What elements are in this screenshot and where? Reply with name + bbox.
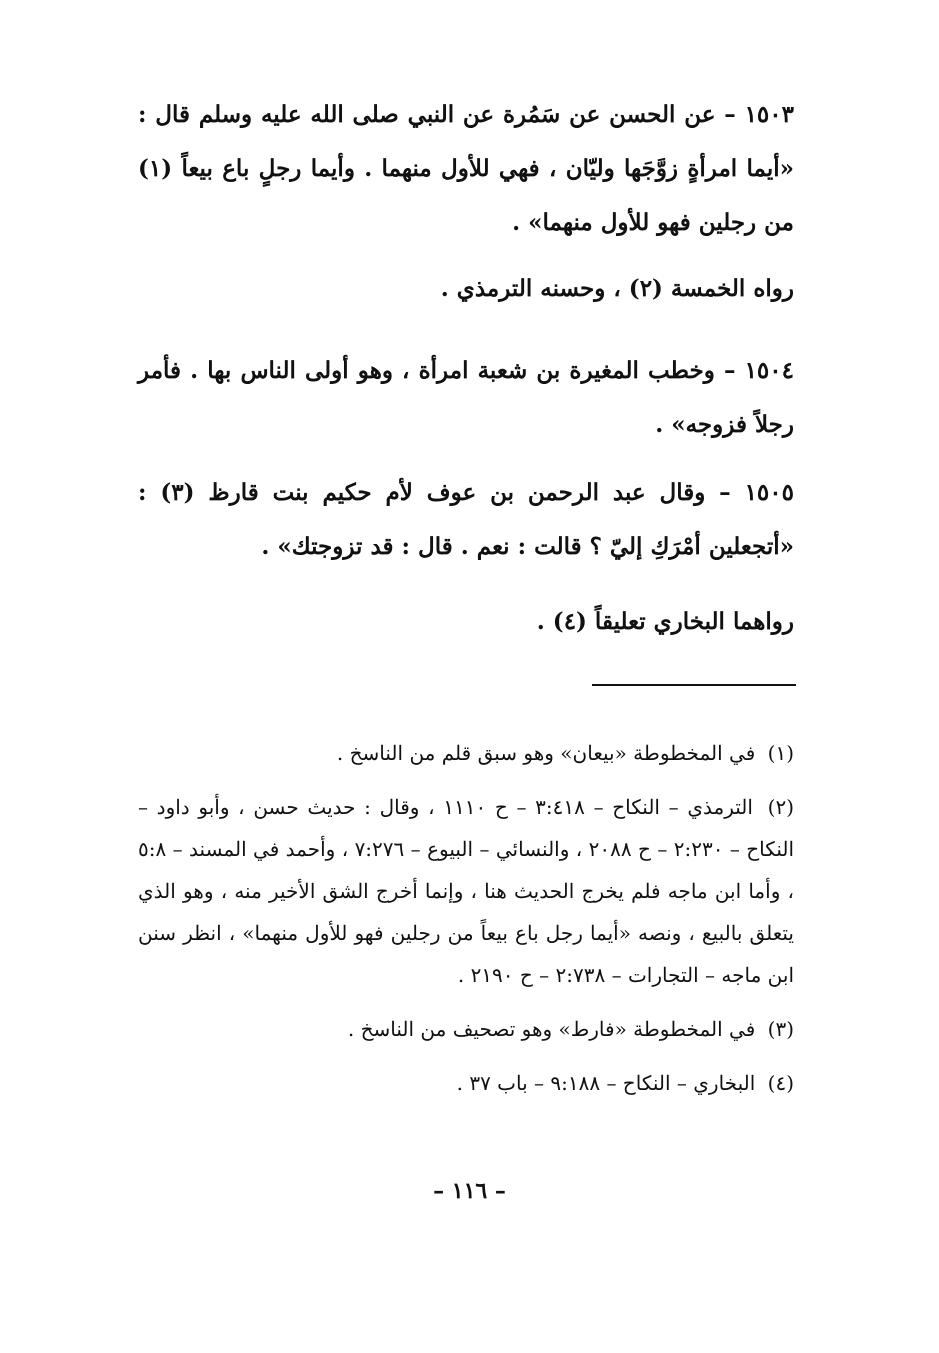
footnote-4-text: البخاري – النكاح – ٩:١٨٨ – باب ٣٧ . bbox=[456, 1071, 756, 1095]
footnote-1 bbox=[138, 732, 794, 774]
hadith-1503-attribution: رواه الخمسة (٢) ، وحسنه الترمذي . bbox=[440, 275, 794, 302]
hadith-1504: ١٥٠٤ – وخطب المغيرة بن شعبة امرأة ، وهو أولى الناس بها . فأمر رجلاً فزوجه» . bbox=[138, 357, 794, 438]
hadith-1503: ١٥٠٣ – عن الحسن عن سَمُرة عن النبي صلى الله عليه وسلم قال : «أيما امرأةٍ زوَّجَها وليّان ، فهي للأول منهما . وأيما رجلٍ باع بيعاً (١) من رجلين فهو للأول منهما» . bbox=[138, 101, 794, 236]
footnote-1-text: في المخطوطة «بيعان» وهو سبق قلم من الناسخ . bbox=[336, 741, 756, 765]
footnote-2 bbox=[138, 786, 794, 996]
footnote-3 bbox=[138, 1008, 794, 1050]
footnotes-section bbox=[138, 732, 794, 1116]
footnote-3-text: في المخطوطة «فارط» وهو تصحيف من الناسخ . bbox=[347, 1017, 756, 1041]
footnote-1-marker: (١) bbox=[767, 741, 794, 765]
footnote-3-marker: (٣) bbox=[767, 1017, 794, 1041]
footnote-2-text: الترمذي – النكاح – ٣:٤١٨ – ح ١١١٠ ، وقال : حديث حسن ، وأبو داود – النكاح – ٢:٢٣٠ – ح ٢٠٨٨ ، والنسائي – البيوع – ٧:٢٧٦ ، وأحمد في المسند – ٥:٨ ، وأما ابن ماجه فلم يخرج الحديث هنا ، وإنما أخرج الشق الأخير منه ، وهو الذي يتعلق بالبيع ، ونصه «أيما رجل باع بيعاً من رجلين فهو للأول منهما» ، انظر سنن ابن ماجه – التجارات – ٢:٧٣٨ – ح ٢١٩٠ . bbox=[138, 795, 795, 987]
footnote-divider bbox=[592, 684, 796, 686]
hadith-1505: ١٥٠٥ – وقال عبد الرحمن بن عوف لأم حكيم بنت قارظ (٣) : «أتجعلين أمْرَكِ إليّ ؟ قالت : نعم . قال : قد تزوجتك» . bbox=[138, 479, 794, 560]
footnote-2-marker: (٢) bbox=[767, 795, 794, 819]
page-number: – ١١٦ – bbox=[433, 1178, 506, 1204]
footnote-4 bbox=[138, 1062, 794, 1104]
hadith-1505-attribution: رواهما البخاري تعليقاً (٤) . bbox=[536, 608, 794, 635]
footnote-4-marker: (٤) bbox=[767, 1071, 794, 1095]
